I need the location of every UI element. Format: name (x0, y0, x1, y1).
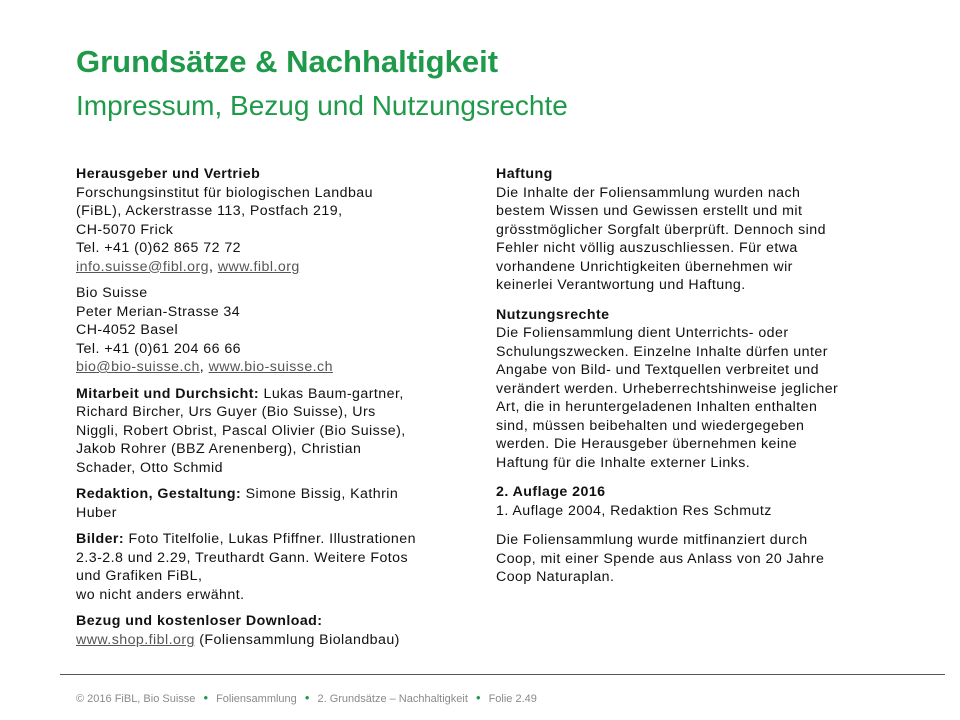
biosuisse-links (76, 358, 471, 377)
contributors-block (76, 385, 471, 478)
rights-text: sind, müssen beibehalten und wiedergegeben (496, 417, 805, 434)
rights-block (496, 306, 906, 473)
liability-text: Die Inhalte der Foliensammlung wurden nach (496, 184, 801, 201)
download-heading: Bezug und kostenloser Download: (76, 613, 323, 629)
funding-block (496, 531, 906, 587)
editing-label: Redaktion, Gestaltung: (76, 486, 242, 502)
publisher-line: Forschungsinstitut für biologischen Landbau (76, 184, 373, 201)
biosuisse-line: Tel. +41 (0)61 204 66 66 (76, 340, 242, 357)
slide-title: Grundsätze & Nachhaltigkeit (76, 44, 499, 79)
biosuisse-line: Bio Suisse (76, 285, 148, 301)
liability-block (496, 165, 906, 295)
biosuisse-block (76, 284, 471, 377)
left-column (76, 165, 471, 660)
rights-text: werden. Die Herausgeber übernehmen keine (496, 436, 798, 452)
publisher-line: Tel. +41 (0)62 865 72 72 (76, 240, 242, 256)
funding-text: Coop, mit einer Spende aus Anlass von 20 Jahre (496, 550, 825, 567)
contributors-text: Lukas Baum-gartner, (259, 385, 404, 402)
footer-separator: • (203, 690, 209, 705)
rights-text: Angabe von Bild- und Textquellen verbreitet und (496, 362, 819, 378)
footer-divider (60, 674, 945, 675)
liability-text: bestem Wissen und Gewissen erstellt und mit (496, 203, 803, 219)
biosuisse-website-link[interactable]: www.bio-suisse.ch (208, 359, 333, 375)
rights-text: Die Foliensammlung dient Unterrichts- oder (496, 325, 789, 341)
editing-text: Simone Bissig, Kathrin (241, 486, 399, 502)
funding-text: Die Foliensammlung wurde mitfinanziert durch (496, 532, 808, 548)
editing-block (76, 485, 471, 522)
edition-heading: 2. Auflage 2016 (496, 484, 606, 500)
liability-text: vorhandene Unrichtigkeiten übernehmen wir (496, 258, 793, 275)
slide-subtitle: Impressum, Bezug und Nutzungsrechte (76, 90, 568, 121)
download-text: (Foliensammlung Biolandbau) (194, 631, 400, 648)
contributors-text: Richard Bircher, Urs Guyer (Bio Suisse), Urs (76, 404, 376, 420)
publisher-line: (FiBL), Ackerstrasse 113, Postfach 219, (76, 203, 343, 219)
contributors-label: Mitarbeit und Durchsicht: (76, 385, 260, 402)
link-separator: , (209, 258, 218, 275)
edition-text: 1. Auflage 2004, Redaktion Res Schmutz (496, 502, 772, 519)
biosuisse-line: Peter Merian-Strasse 34 (76, 303, 241, 320)
liability-text: grösstmöglicher Sorgfalt überprüft. Dennoch sind (496, 221, 826, 238)
footer-separator: • (304, 690, 310, 705)
edition-block (496, 483, 906, 520)
liability-heading: Haftung (496, 166, 553, 182)
rights-heading: Nutzungsrechte (496, 306, 610, 323)
footer-slide-number: Folie 2.49 (488, 693, 537, 705)
rights-text: verändert werden. Urheberrechtshinweise jeglicher (496, 380, 839, 397)
fibl-website-link[interactable]: www.fibl.org (217, 258, 300, 275)
contributors-text: Niggli, Robert Obrist, Pascal Olivier (Bio Suisse), (76, 422, 406, 439)
shop-link[interactable]: www.shop.fibl.org (76, 631, 195, 648)
publisher-block (76, 165, 471, 276)
images-block (76, 530, 471, 604)
biosuisse-email-link[interactable]: bio@bio-suisse.ch (76, 359, 200, 375)
footer-separator: • (475, 690, 481, 705)
footer-copyright: © 2016 FiBL, Bio Suisse (76, 693, 196, 705)
publisher-links (76, 258, 471, 277)
funding-text: Coop Naturaplan. (496, 569, 615, 585)
fibl-email-link[interactable]: info.suisse@fibl.org (76, 258, 210, 275)
publisher-heading: Herausgeber und Vertrieb (76, 166, 261, 182)
rights-text: Schulungszwecken. Einzelne Inhalte dürfen unter (496, 343, 828, 360)
contributors-text: Jakob Rohrer (BBZ Arenenberg), Christian (76, 441, 362, 457)
right-column (496, 165, 906, 598)
link-separator: , (199, 359, 209, 375)
rights-text: Haftung für die Inhalte externer Links. (496, 454, 751, 471)
footer-chapter: 2. Grundsätze – Nachhaltigkeit (317, 693, 468, 705)
images-text: wo nicht anders erwähnt. (76, 586, 245, 603)
publisher-line: CH-5070 Frick (76, 221, 174, 238)
download-block (76, 612, 471, 649)
liability-text: Fehler nicht völlig auszuschliessen. Für etwa (496, 240, 798, 256)
biosuisse-line: CH-4052 Basel (76, 322, 179, 338)
liability-text: keinerlei Verantwortung und Haftung. (496, 277, 746, 293)
images-text: Foto Titelfolie, Lukas Pfiffner. Illustrationen (124, 531, 416, 547)
images-label: Bilder: (76, 531, 125, 547)
editing-text: Huber (76, 504, 117, 521)
rights-text: Art, die in heruntergeladenen Inhalten enthalten (496, 399, 818, 415)
footer (76, 690, 537, 705)
contributors-text: Schader, Otto Schmid (76, 459, 224, 476)
images-text: und Grafiken FiBL, (76, 568, 203, 584)
footer-collection: Foliensammlung (216, 693, 297, 705)
images-text: 2.3-2.8 und 2.29, Treuthardt Gann. Weitere Fotos (76, 549, 409, 566)
